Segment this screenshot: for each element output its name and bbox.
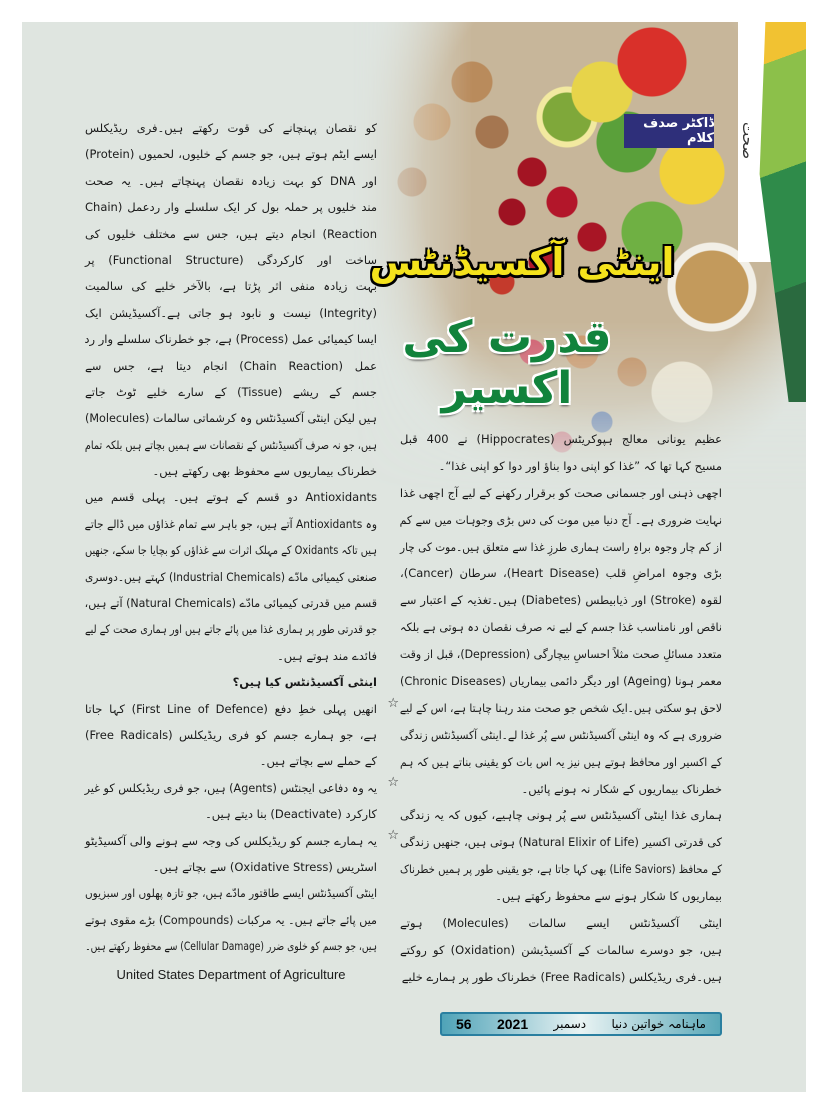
text-line: ہماری غذا اینٹی آکسیڈنٹس سے پُر ہونی چاہیے، کیوں کہ یہ زندگی [400,808,722,823]
paragraph [85,880,377,959]
text-line: ایسا کیمیائی عمل (Process) ہے، جو خطرناک سلسلے وار رد [84,332,377,347]
text-line: متعدد مسائلِ صحت مثلاً احساسِ بیچارگی (Depression)، قبل از وقت [399,647,722,662]
text-line: (Integrity) نیست و نابود ہو جاتی ہے۔آکسیڈیشن ایک [85,305,377,320]
text-line: قسم میں قدرتی کیمیائی مادّے (Natural Chemicals) آتے ہیں، [84,596,377,611]
text-line: کے حملے سے بچاتے ہیں۔ [259,754,377,769]
text-line: ہے، جو ہمارے جسم کو فری ریڈیکلس (Free Radicals) [85,727,377,742]
text-line: کے محافظ (Life Saviors) بھی کہا جاتا ہے، جو یقینی طور پر ہمیں خطرناک [400,862,723,877]
text-line: اینٹی آکسیڈنٹس ایسے طاقتور مادّے ہیں، جو تازہ پھلوں اور سبزیوں [84,886,378,901]
page-footer [440,1012,722,1036]
text-line: اچھی ذہنی اور جسمانی صحت کو برقرار رکھنے کے لیے آج اچھی غذا [399,485,722,500]
text-line: Antioxidants دو قسم کے ہوتے ہیں۔ پہلی قسم میں [85,490,377,505]
text-line: اسٹریس (Oxidative Stress) سے بچاتے ہیں۔ [152,859,377,874]
star-bullet-icon: ☆ [387,827,399,843]
text-line: بیماریوں کا شکار ہونے سے محفوظ رکھتے ہیں۔ [495,889,722,904]
star-bullet-icon: ☆ [387,695,399,711]
text-line: یہ وہ دفاعی ایجنٹس (Agents) ہیں، جو فری ریڈیکلس کو غیر [84,780,377,795]
text-line: صنعتی کیمیائی مادّے (Industrial Chemicals) کہتے ہیں۔دوسری [85,569,378,584]
text-line: لقوہ (Stroke) اور ذیابیطس (Diabetes) ہیں۔تغذیہ کے اعتبار سے [400,593,722,608]
text-line: جسم کے ریشے (Tissue) کے سارے خلیے ٹوٹ جاتے [85,384,377,399]
text-line: عمل (Chain Reaction) انجام دیتا ہے، جس سے [85,358,378,373]
paragraph [85,115,377,484]
text-line: کی قدرتی اکسیر (Natural Elixir of Life) ہوتی ہیں، جنھیں زندگی [400,835,722,850]
text-line: میں پائے جاتے ہیں۔ یہ مرکبات (Compounds) بڑے مقوی ہوتے [84,912,377,927]
text-line: بڑی وجوہ امراضِ قلب (Heart Disease)، سرطان (Cancer)، [400,566,722,581]
text-line: خطرناک بیماریوں کے شکار نہ ہونے پائیں۔ [521,781,722,796]
text-line: انھیں پہلی خطِ دفع (First Line of Defence) کہا جاتا [85,701,378,716]
text-line: ہیں، جو نہ صرف آکسیڈنٹس کے نقصانات سے ہمیں بچاتے ہیں بلکہ تمام [84,437,378,452]
right-column [400,426,722,991]
paragraph [400,426,722,480]
magazine-page [22,22,806,1092]
text-line: از کم چار وجوہ براہِ راست ہماری طرزِ غذا سے متعلق ہیں۔موت کی چار [400,539,722,554]
section-tag: صحت [739,122,757,160]
text-line: وہ Antioxidants آتے ہیں، جو باہر سے تمام غذاؤں میں ڈالے جاتے [84,516,377,531]
text-line: جو قدرتی طور پر ہماری غذا میں پائے جاتے ہیں اور ہماری صحت کے لیے [85,622,377,637]
text-line: ضروری ہے کہ وہ اینٹی آکسیڈنٹس سے پُر غذا لے۔اینٹی آکسیڈنٹس زندگی [400,727,722,742]
issue-month: دسمبر [553,1017,587,1031]
text-line: ساخت اور کارکردگی (Functional Structure) پر [85,252,377,267]
text-line: خطرناک بیماریوں سے محفوظ بھی رکھتے ہیں۔ [152,464,377,479]
text-line: ہیں تاکہ Oxidants کے مہلک اثرات سے غذاؤں کو بچایا جا سکے، جنھیں [85,543,377,558]
text-line: اور DNA کو بہت زیادہ نقصان پہنچاتے ہیں۔ یہ صحت [85,173,377,188]
paragraph [400,910,722,991]
text-line: معمر ہونا (Ageing) اور دیگر دائمی بیماریاں (Chronic Diseases) [400,674,722,689]
page-number: 56 [456,1016,472,1032]
source-credit: United States Department of Agriculture [116,966,346,982]
text-line: ہیں لیکن اینٹی آکسیڈنٹس وہ کرشماتی سالمات (Molecules) [85,411,377,426]
star-bullet-icon: ☆ [387,774,399,790]
paragraph [85,827,399,881]
text-line: Reaction) انجام دیتے ہیں، جس سے مختلف خلیوں کی [85,226,377,241]
paragraph [84,774,399,828]
article-subtitle: قدرت کی اکسیر [402,312,612,414]
text-line: عظیم یونانی معالج ہپوکریٹس (Hippocrates) نے 400 قبل [400,432,722,446]
text-line: ناقص اور نامناسب غذا جسم کے لیے نہ صرف نقصان دہ ہوتی ہے بلکہ [400,620,722,635]
text-line: مسیح کہا تھا کہ ”غذا کو اپنی دوا بناؤ اور دوا کو اپنی غذا“۔ [438,458,722,473]
paragraph [85,484,377,669]
text-line: مند خلیوں پر حملہ بول کر ایک سلسلے وار ردعمل (Chain [85,200,377,215]
text-line: ہیں، جو دوسرے سالمات کے آکسیڈیشن (Oxidation) کو روکتے [400,942,722,957]
text-line: کو نقصان پہنچانے کی قوت رکھتے ہیں۔فری ریڈیکلس [85,121,377,135]
text-line: لاحق ہو سکتی ہیں۔ایک شخص جو صحت مند رہنا چاہتا ہے، اس کے لیے [399,700,722,715]
section-heading: اینٹی آکسیڈنٹس کیا ہیں؟ [232,675,377,690]
article-title: اینٹی آکسیڈنٹس [369,240,675,284]
text-line: یہ ہمارے جسم کو ریڈیکلس کی وجہ سے ہونے والی آکسیڈیٹو [85,833,377,848]
text-line: نہایت ضروری ہے۔ آج دنیا میں موت کی دس بڑی وجوہات میں سے کم [399,512,722,527]
text-line: کارکرد (Deactivate) بنا دیتے ہیں۔ [205,807,377,822]
text-line: اینٹی آکسیڈنٹس ایسے سالمات (Molecules) ہوتے [400,916,722,931]
paragraph [400,480,722,803]
left-column [84,115,399,990]
text-line: ایسے ایٹم ہوتے ہیں، جو جسم کے خلیوں، لحمیوں (Protein) [85,147,377,162]
text-line: بہت زیادہ منفی اثر پڑتا ہے، بالآخر خلیے کی سالمیت [85,279,377,294]
text-line: ہیں، جو جسم کو خلوی ضرر (Cellular Damage) سے محفوظ رکھتے ہیں۔ [85,939,377,954]
paragraph [85,695,399,775]
issue-year: 2021 [496,1016,529,1032]
text-line: فائدے مند ہوتے ہیں۔ [277,648,377,663]
magazine-name: ماہنامہ خواتین دنیا [611,1017,706,1031]
author-badge: ڈاکٹر صدف کلام [624,114,714,148]
text-line: ہیں۔فری ریڈیکلس (Free Radicals) خطرناک طور پر ہمارے خلیے [401,969,722,984]
paragraph [400,802,722,910]
text-line: کے اکسیر اور محافظ ہوتے ہیں نیز یہ اس بات کو یقینی بناتے ہیں کہ ہم [400,754,722,769]
